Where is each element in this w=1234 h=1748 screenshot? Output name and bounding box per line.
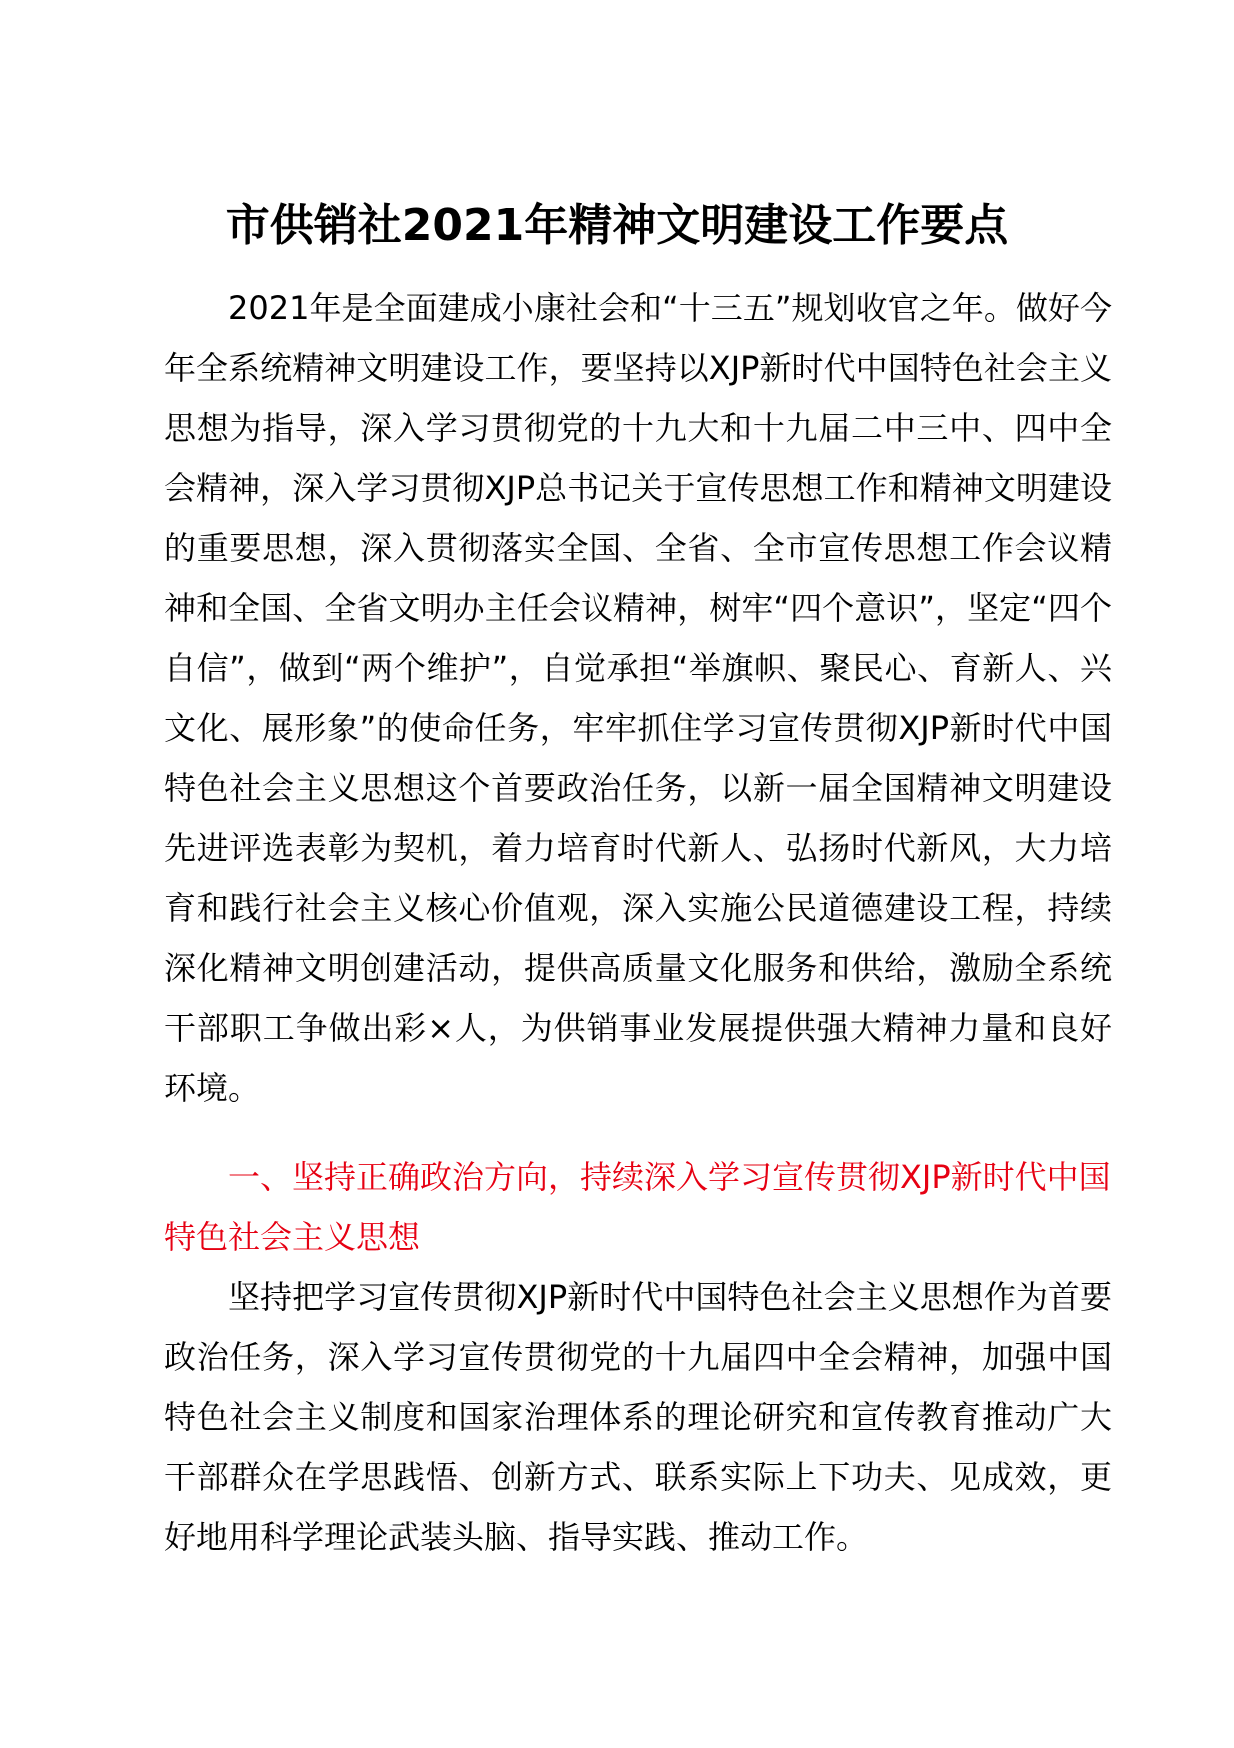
document-title: 市供销社2021年精神文明建设工作要点 <box>225 200 1009 251</box>
section-heading-1: 一、坚持正确政治方向，持续深入学习宣传贯彻XJP新时代中国特色社会主义思想 <box>164 1158 1111 1256</box>
intro-paragraph: 2021年是全面建成小康社会和“十三五”规划收官之年。做好今年全系统精神文明建设工作，要坚持以XJP新时代中国特色社会主义思想为指导，深入学习贯彻党的十九大和十九届二中三中、四中全会精神，深入学习贯彻XJP总书记关于宣传思想工作和精神文明建设的重要思想，深入贯彻落实全国、全省、全市宣传思想工作会议精神和全国、全省文明办主任会议精神，树牢“四个意识”，坚定“四个自信”，做到“两个维护”，自觉承担“举旗帜、聚民心、育新人、兴文化、展形象”的使命任务，牢牢抓住学习宣传贯彻XJP新时代中国特色社会主义思想这个首要政治任务，以新一届全国精神文明建设先进评选表彰为契机，着力培育时代新人、弘扬时代新风，大力培育和践行社会主义核心价值观，深入实施公民道德建设工程，持续深化精神文明创建活动，提供高质量文化服务和供给，激励全系统干部职工争做出彩×人，为供销事业发展提供强大精神力量和良好环境。 <box>164 289 1112 1107</box>
section-1-paragraph: 坚持把学习宣传贯彻XJP新时代中国特色社会主义思想作为首要政治任务，深入学习宣传贯彻党的十九届四中全会精神，加强中国特色社会主义制度和国家治理体系的理论研究和宣传教育推动广大干部群众在学思践悟、创新方式、联系实际上下功夫、见成效，更好地用科学理论武装头脑、指导实践、推动工作。 <box>164 1278 1112 1556</box>
